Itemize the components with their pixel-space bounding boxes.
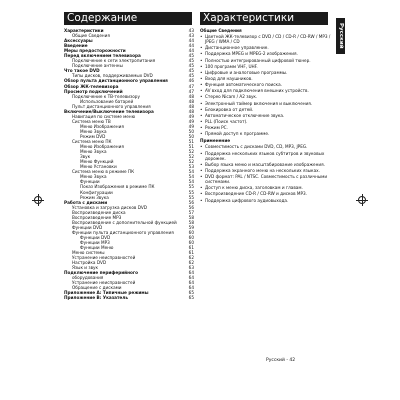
toc-entry-page: 49 bbox=[188, 118, 194, 124]
feature-item bbox=[200, 45, 334, 50]
bullet-icon: • bbox=[200, 119, 203, 125]
toc-entry-page: 57 bbox=[188, 209, 194, 215]
general-features-list bbox=[200, 34, 334, 136]
toc-entry-title: Приложение В: Указатель bbox=[64, 295, 128, 301]
usage-features-list bbox=[200, 144, 334, 202]
toc-entry-title: Что такое DVD bbox=[64, 68, 100, 74]
feature-item bbox=[200, 191, 334, 196]
toc-entry-title: Язык и звук bbox=[72, 265, 99, 271]
contents-header: Содержание bbox=[64, 12, 192, 25]
toc-entry-page: 49 bbox=[188, 113, 194, 119]
toc-entry-page: 64 bbox=[188, 285, 194, 291]
bullet-icon: • bbox=[200, 88, 203, 94]
toc-entry-page: 46 bbox=[188, 78, 194, 84]
toc-entry-title: Введение bbox=[64, 43, 88, 49]
toc-entry-page: 44 bbox=[188, 38, 194, 44]
toc-entry-title: Меню Изображения bbox=[80, 144, 124, 150]
toc-entry-title: Воспроизведение диска bbox=[72, 209, 126, 215]
toc-entry-title: Конфигурации bbox=[80, 189, 113, 195]
toc-entry-page: 55 bbox=[188, 184, 194, 190]
feature-text: Автоматическое отключение звука. bbox=[205, 112, 285, 118]
feature-text: Поддержка цифрового аудиовыхода. bbox=[205, 197, 289, 203]
feature-text: Электронный таймер включения и выключения. bbox=[205, 100, 313, 106]
toc-entry-page: 54 bbox=[188, 174, 194, 180]
toc-entry bbox=[64, 295, 194, 300]
toc-entry-page: 47 bbox=[188, 88, 194, 94]
feature-item bbox=[200, 107, 334, 112]
toc-entry-title: Меню системы bbox=[72, 250, 105, 256]
bullet-icon: • bbox=[200, 51, 203, 57]
toc-entry-title: Подключение к ТВ-телевизору bbox=[72, 93, 140, 99]
bullet-icon: • bbox=[200, 76, 203, 82]
toc-entry-title: Включение/Выключение телевизора bbox=[64, 108, 154, 114]
toc-entry-page: 52 bbox=[188, 154, 194, 160]
feature-text: Поддержка экранного меню на нескольких языках. bbox=[205, 167, 320, 173]
feature-item bbox=[200, 125, 334, 130]
feature-item bbox=[200, 162, 334, 167]
toc-entry-title: Меню Функций bbox=[80, 159, 114, 165]
toc-entry-title: Функции bbox=[80, 179, 100, 185]
feature-item bbox=[200, 119, 334, 124]
feature-item bbox=[200, 168, 334, 173]
toc-entry-title: Подключение антенны bbox=[72, 63, 123, 69]
toc-entry-page: 64 bbox=[188, 270, 194, 276]
feature-text: Блокировка от детей. bbox=[205, 106, 254, 112]
toc-entry-page: 45 bbox=[188, 58, 194, 64]
page-footer: Русский - 42 bbox=[266, 358, 296, 363]
toc-entry-page: 63 bbox=[188, 265, 194, 271]
toc-entry-page: 52 bbox=[188, 159, 194, 165]
toc-entry-page: 60 bbox=[188, 229, 194, 235]
toc-entry-title: Воспроизведение MP3 bbox=[72, 214, 122, 220]
bullet-icon: • bbox=[200, 106, 203, 112]
toc-entry-page: 44 bbox=[188, 43, 194, 49]
toc-entry-page: 48 bbox=[188, 93, 194, 99]
toc-entry-title: Обращение с дисками bbox=[72, 285, 122, 291]
table-of-contents bbox=[64, 28, 194, 301]
feature-text: Режим PC. bbox=[205, 125, 228, 131]
toc-entry-title: Устранение неисправностей bbox=[72, 280, 136, 286]
toc-entry-title: оборудования bbox=[72, 275, 104, 281]
registration-mark-left-icon bbox=[34, 196, 42, 204]
feature-item bbox=[200, 34, 334, 44]
feature-text: Воспроизведение CD-R / CD-RW и дисков MP3. bbox=[205, 191, 308, 197]
toc-entry-page: 58 bbox=[188, 214, 194, 220]
toc-entry-title: Функции пульта дистанционного управления bbox=[72, 229, 174, 235]
toc-entry-page: 45 bbox=[188, 73, 194, 79]
feature-item bbox=[200, 151, 334, 161]
feature-text: AV вход для подключения внешних устройств. bbox=[205, 88, 309, 94]
feature-text: Стерео Nicam / A2 звук. bbox=[205, 94, 258, 100]
toc-entry-page: 51 bbox=[188, 139, 194, 145]
toc-entry-title: Система меню в режиме ПК bbox=[72, 169, 135, 175]
feature-item bbox=[200, 174, 334, 184]
bullet-icon: • bbox=[200, 167, 203, 173]
toc-entry-title: Навигация по системе меню bbox=[72, 113, 136, 119]
feature-text: Прямой доступ к программе. bbox=[205, 131, 270, 137]
feature-text: Полностью интегрированный цифровой тюнер. bbox=[205, 57, 311, 63]
toc-entry-title: Воспроизведение с дополнительной функцией bbox=[72, 219, 177, 225]
toc-entry-page: 58 bbox=[188, 219, 194, 225]
feature-text: PLL (Поиск частот). bbox=[205, 119, 248, 125]
toc-entry-title: Характеристики bbox=[64, 28, 104, 33]
toc-entry-page: 50 bbox=[188, 128, 194, 134]
toc-entry-page: 43 bbox=[188, 33, 194, 39]
feature-text: 100 программ VHF, UHF. bbox=[205, 63, 258, 69]
feature-text: Вход для наушников. bbox=[205, 76, 253, 82]
feature-item bbox=[200, 58, 334, 63]
bullet-icon: • bbox=[200, 161, 203, 167]
toc-entry-page: 65 bbox=[188, 290, 194, 296]
toc-entry-title: Меню Изображения bbox=[80, 123, 124, 129]
toc-entry-title: Система меню ТВ bbox=[72, 118, 111, 124]
toc-entry-page: 65 bbox=[188, 295, 194, 301]
features-header: Характеристики bbox=[200, 12, 328, 25]
bullet-icon: • bbox=[200, 63, 203, 69]
toc-entry-page: 48 bbox=[188, 98, 194, 104]
toc-entry-title: Меню Звука bbox=[80, 174, 107, 180]
general-section-title: Общие Сведения bbox=[200, 28, 242, 33]
toc-entry-title: Устранение неисправностей bbox=[72, 255, 136, 261]
toc-entry-page: 44 bbox=[188, 48, 194, 54]
bullet-icon: • bbox=[200, 100, 203, 106]
toc-entry-page: 48 bbox=[188, 103, 194, 109]
toc-entry-title: Приложение А: Типичные режимы bbox=[64, 290, 149, 296]
feature-text: Дистанционное управление. bbox=[205, 45, 269, 51]
toc-entry-page: 55 bbox=[188, 194, 194, 200]
toc-entry-title: Звук bbox=[80, 154, 91, 160]
feature-item bbox=[200, 70, 334, 75]
toc-entry-title: Подключение к сети электропитания bbox=[72, 58, 156, 64]
bullet-icon: • bbox=[200, 150, 203, 156]
toc-entry-page: 53 bbox=[188, 164, 194, 170]
feature-item bbox=[200, 131, 334, 136]
toc-entry-title: Система меню ПК bbox=[72, 139, 112, 145]
feature-item bbox=[200, 64, 334, 69]
feature-item bbox=[200, 51, 334, 56]
bullet-icon: • bbox=[200, 34, 203, 40]
feature-item bbox=[200, 113, 334, 118]
bullet-icon: • bbox=[200, 82, 203, 88]
feature-text: Выбор языка меню и масштабирование изображения. bbox=[205, 161, 325, 167]
feature-item bbox=[200, 82, 334, 87]
toc-entry-page: 61 bbox=[188, 245, 194, 251]
toc-entry-title: Функции MP3 bbox=[80, 239, 110, 245]
toc-entry-title: Режим DVD bbox=[80, 133, 106, 139]
feature-text: Цветной ЖК-телевизор с DVD / CD / CD-R / CD-RW / MP3 / JPEG / WMA / CD bbox=[205, 34, 331, 45]
toc-entry-page: 51 bbox=[188, 144, 194, 150]
bullet-icon: • bbox=[200, 144, 203, 150]
bullet-icon: • bbox=[200, 94, 203, 100]
toc-entry-title: Установка и загрузка дисков DVD bbox=[72, 204, 147, 210]
feature-item bbox=[200, 76, 334, 81]
toc-entry-page: 61 bbox=[188, 250, 194, 256]
feature-item bbox=[200, 198, 334, 203]
toc-entry-title: Функции DVD bbox=[80, 234, 111, 240]
toc-entry-title: Пульт дистанционного управления bbox=[72, 103, 151, 109]
feature-item bbox=[200, 94, 334, 99]
toc-entry-title: Использование батарей bbox=[80, 98, 134, 104]
toc-entry-page: 45 bbox=[188, 68, 194, 74]
toc-entry-title: Функции DVD bbox=[72, 224, 103, 230]
toc-entry-page: 60 bbox=[188, 234, 194, 240]
toc-entry-title: Меню Звука bbox=[80, 149, 107, 155]
toc-entry-page: 45 bbox=[188, 63, 194, 69]
toc-entry-page: 55 bbox=[188, 189, 194, 195]
usage-section-title: Применение bbox=[200, 138, 231, 144]
toc-entry-title: Перед включением телевизора bbox=[64, 53, 141, 59]
toc-entry-title: Меню Установки bbox=[80, 164, 117, 170]
toc-entry-page: 60 bbox=[188, 239, 194, 245]
feature-text: Поддержка нескольких языков субтитров и звуковых дорожек. bbox=[205, 150, 325, 161]
toc-entry-page: 43 bbox=[188, 28, 194, 33]
bullet-icon: • bbox=[200, 57, 203, 63]
toc-entry-page: 47 bbox=[188, 83, 194, 89]
toc-entry-page: 62 bbox=[188, 255, 194, 261]
toc-entry-title: Аксессуары bbox=[64, 38, 93, 44]
toc-entry-page: 45 bbox=[188, 53, 194, 59]
toc-entry-page: 56 bbox=[188, 199, 194, 205]
bullet-icon: • bbox=[200, 112, 203, 118]
toc-entry-title: Режим Звука bbox=[80, 194, 109, 200]
toc-entry-title: Типы дисков, поддерживаемых DVD bbox=[72, 73, 153, 79]
language-tab: Русский bbox=[336, 18, 345, 54]
toc-entry-page: 48 bbox=[188, 108, 194, 114]
feature-text: Совместимость с дисками DVD, CD, MP3, JPEG. bbox=[205, 144, 308, 150]
bullet-icon: • bbox=[200, 185, 203, 191]
bullet-icon: • bbox=[200, 69, 203, 75]
toc-entry-title: Настройка DVD bbox=[72, 260, 107, 266]
toc-entry-page: 50 bbox=[188, 133, 194, 139]
toc-entry-page: 64 bbox=[188, 275, 194, 281]
feature-text: Доступ к меню диска, заголовкам и главам. bbox=[205, 185, 303, 191]
toc-entry-page: 54 bbox=[188, 169, 194, 175]
bullet-icon: • bbox=[200, 174, 203, 180]
bullet-icon: • bbox=[200, 125, 203, 131]
feature-text: Поддержка MPEG и MPEG-2 изображения. bbox=[205, 51, 298, 57]
feature-item bbox=[200, 88, 334, 93]
toc-entry-page: 64 bbox=[188, 280, 194, 286]
toc-entry-title: Просмотр подключений bbox=[64, 88, 123, 94]
toc-entry-page: 62 bbox=[188, 260, 194, 266]
toc-entry-title: Показ Изображения в режиме ПК bbox=[80, 184, 155, 190]
toc-entry-title: Меню Звука bbox=[80, 128, 107, 134]
feature-text: Функция автоматического поиска. bbox=[205, 82, 282, 88]
toc-entry-title: Общие Сведения bbox=[72, 33, 110, 39]
feature-item bbox=[200, 144, 334, 149]
toc-entry-title: Меры предосторожности bbox=[64, 48, 126, 54]
toc-entry-page: 49 bbox=[188, 123, 194, 129]
toc-entry-title: Обзор ЖК-телевизора bbox=[64, 83, 119, 89]
registration-mark-right-icon bbox=[358, 196, 366, 204]
bullet-icon: • bbox=[200, 131, 203, 137]
toc-entry-page: 52 bbox=[188, 149, 194, 155]
bullet-icon: • bbox=[200, 45, 203, 51]
toc-entry-page: 54 bbox=[188, 179, 194, 185]
toc-entry-title: Работа с дисками bbox=[64, 199, 108, 205]
feature-item bbox=[200, 185, 334, 190]
toc-entry-page: 59 bbox=[188, 224, 194, 230]
bullet-icon: • bbox=[200, 191, 203, 197]
features-column bbox=[200, 28, 334, 203]
toc-entry-title: Функции Меню bbox=[80, 245, 114, 251]
feature-item bbox=[200, 101, 334, 106]
feature-text: DVD формат: PAL / NTSC. Совместимость с различными системами. bbox=[205, 174, 328, 185]
toc-entry-page: 56 bbox=[188, 204, 194, 210]
feature-text: Цифровые и аналоговые программы. bbox=[205, 69, 288, 75]
bullet-icon: • bbox=[200, 197, 203, 203]
toc-entry-title: Обзор пульта дистанционного управления bbox=[64, 78, 168, 84]
toc-entry-title: Подключение периферийного bbox=[64, 270, 138, 276]
